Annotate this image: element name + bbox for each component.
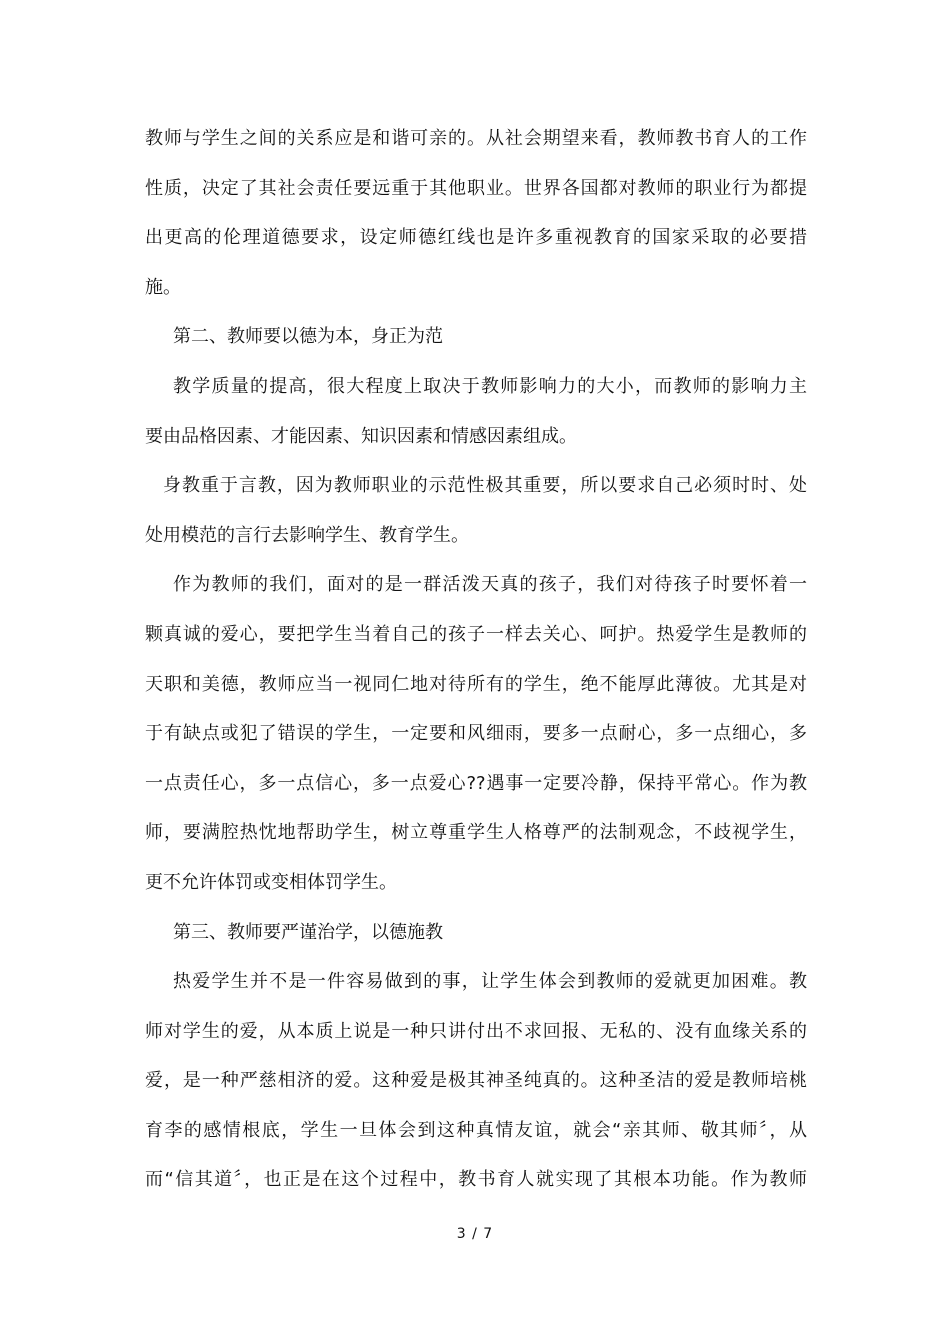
text-line: 更不允许体罚或变相体罚学生。 xyxy=(145,871,397,893)
section-heading: 第三、教师要严谨治学，以德施教 xyxy=(173,921,443,943)
text-line: 天职和美德，教师应当一视同仁地对待所有的学生，绝不能厚此薄彼。尤其是对 xyxy=(145,673,807,695)
text-line: 师，要满腔热忱地帮助学生，树立尊重学生人格尊严的法制观念，不歧视学生， xyxy=(145,822,807,844)
text-line: 一点责任心，多一点信心，多一点爱心??遇事一定要冷静，保持平常心。作为教 xyxy=(145,772,807,794)
text-line: 作为教师的我们，面对的是一群活泼天真的孩子，我们对待孩子时要怀着一 xyxy=(173,574,807,596)
document-body xyxy=(145,114,807,1205)
text-line: 育李的感情根底，学生一旦体会到这种真情友谊，就会“亲其师、敬其师〞，从 xyxy=(145,1119,807,1141)
section-heading: 第二、教师要以德为本，身正为范 xyxy=(173,326,443,348)
text-line: 性质，决定了其社会责任要远重于其他职业。世界各国都对教师的职业行为都提 xyxy=(145,177,807,199)
text-line: 教学质量的提高，很大程度上取决于教师影响力的大小，而教师的影响力主 xyxy=(173,375,807,397)
text-line: 颗真诚的爱心，要把学生当着自己的孩子一样去关心、呵护。热爱学生是教师的 xyxy=(145,623,807,645)
text-line: 而“信其道〞，也正是在这个过程中，教书育人就实现了其根本功能。作为教师 xyxy=(145,1169,807,1191)
text-line: 师对学生的爱，从本质上说是一种只讲付出不求回报、无私的、没有血缘关系的 xyxy=(145,1020,807,1042)
text-line: 处用模范的言行去影响学生、教育学生。 xyxy=(145,524,469,546)
text-line: 施。 xyxy=(145,276,181,298)
text-line: 热爱学生并不是一件容易做到的事，让学生体会到教师的爱就更加困难。教 xyxy=(173,971,807,993)
text-line: 要由品格因素、才能因素、知识因素和情感因素组成。 xyxy=(145,425,577,447)
page-number: 3 / 7 xyxy=(456,1226,494,1242)
text-line: 爱，是一种严慈相济的爱。这种爱是极其神圣纯真的。这种圣洁的爱是教师培桃 xyxy=(145,1070,807,1092)
text-line: 出更高的伦理道德要求，设定师德红线也是许多重视教育的国家采取的必要措 xyxy=(145,227,807,249)
text-line: 教师与学生之间的关系应是和谐可亲的。从社会期望来看，教师教书育人的工作 xyxy=(145,128,807,149)
text-line: 身教重于言教，因为教师职业的示范性极其重要，所以要求自己必须时时、处 xyxy=(163,475,807,497)
text-line: 于有缺点或犯了错误的学生，一定要和风细雨，要多一点耐心，多一点细心，多 xyxy=(145,723,807,745)
